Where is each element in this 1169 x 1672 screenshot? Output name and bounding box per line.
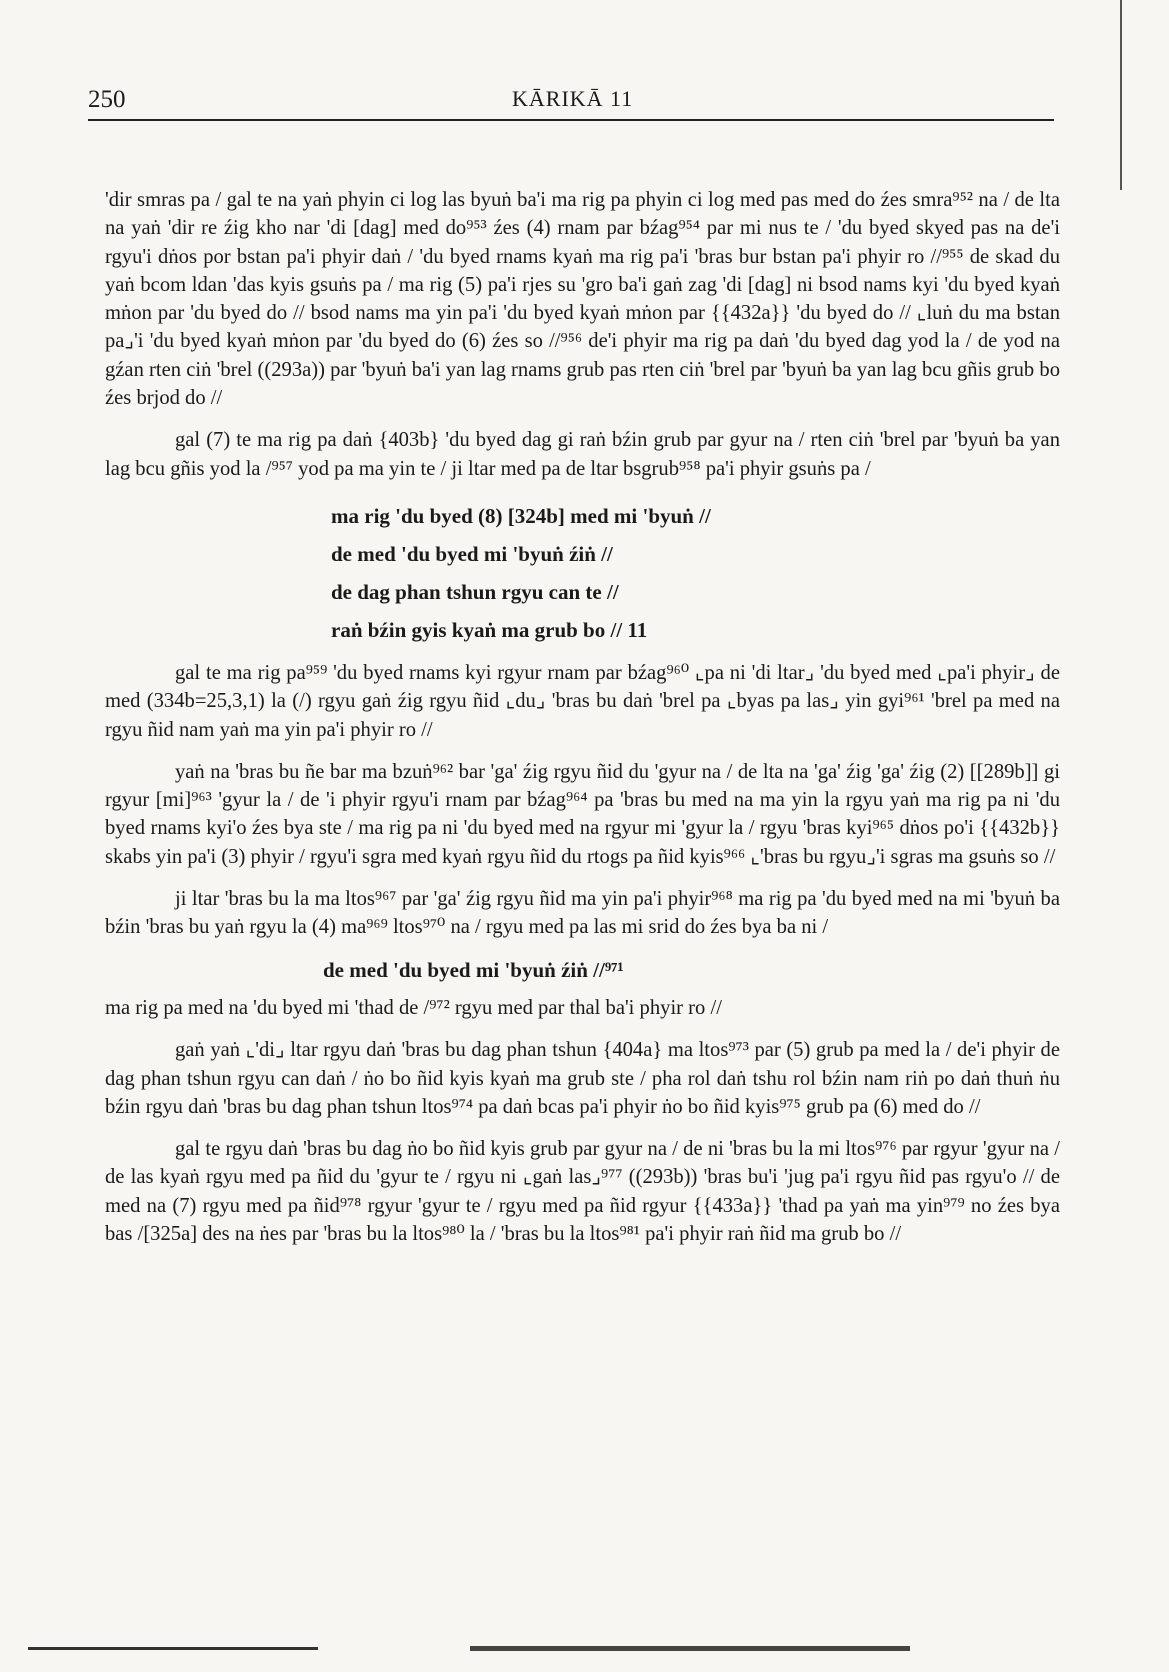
verse-line-4: raṅ bźin gyis kyaṅ ma grub bo // 11 — [331, 617, 648, 642]
paragraph-3: gal te ma rig pa⁹⁵⁹ 'du byed rnams kyi rgyur rnam par bźag⁹⁶⁰ ⌞pa ni 'di ltar⌟ 'du byed med ⌞pa'i phyir⌟ de med (334b=25,3,1) la (/) rgyu gaṅ źig rgyu ñid ⌞du⌟ 'bras bu daṅ 'brel pa ⌞byas pa las⌟ yin gyi⁹⁶¹ 'brel pa med na rgyu ñid nam yaṅ ma yin pa'i phyir ro // — [105, 661, 1060, 741]
verse-line-2: de med 'du byed mi 'byuṅ źiṅ // — [331, 541, 613, 566]
verse-line-1: ma rig 'du byed (8) [324b] med mi 'byuṅ // — [331, 503, 711, 528]
paragraph-6: ma rig pa med na 'du byed mi 'thad de /⁹⁷² rgyu med par thal ba'i phyir ro // — [105, 996, 722, 1019]
footer-rule-mid — [470, 1646, 910, 1651]
header-rule — [88, 119, 1054, 121]
verse-karika-11 — [105, 497, 1060, 649]
paragraph-2: gal (7) te ma rig pa daṅ {403b} 'du byed dag gi raṅ bźin grub par gyur na / rten ciṅ 'brel par 'byuṅ ba yan lag bcu gñis yod la /⁹⁵⁷ yod pa ma yin te / ji ltar med pa de ltar bsgrub⁹⁵⁸ pa'i phyir gsuṅs pa / — [105, 429, 1060, 480]
verse-quote: de med 'du byed mi 'byuṅ źiṅ //⁹⁷¹ — [323, 957, 624, 982]
page-number: 250 — [88, 86, 126, 113]
paragraph-1: 'dir smras pa / gal te na yaṅ phyin ci log las byuṅ ba'i ma rig pa phyin ci log med pas med do źes smra⁹⁵² na / de lta na yaṅ 'dir re źig kho nar 'di [dag] med do⁹⁵³ źes (4) rnam par bźag⁹⁵⁴ par mi nus te / 'du byed skyed pas na de'i rgyu'i dṅos por bstan pa'i phyir daṅ / 'du byed rnams kyaṅ ma rig pa'i 'bras bur bstan pa'i phyir ro //⁹⁵⁵ de skad du yaṅ bcom ldan 'das kyis gsuṅs pa / ma rig (5) pa'i rjes su 'gro ba'i gaṅ zag 'di [dag] ni bsod nams kyi 'du byed kyaṅ mṅon par 'du byed do // bsod nams ma yin pa'i 'du byed kyaṅ mṅon par {{432a}} 'du byed do // ⌞luṅ du ma bstan pa⌟'i 'du byed kyaṅ mṅon par 'du byed do (6) źes so //⁹⁵⁶ de'i phyir ma rig pa daṅ 'du byed dag yod la / de yod na gźan rten ciṅ 'brel ((293a)) par 'byuṅ ba'i yan lag rnams grub pas rten ciṅ 'brel par 'byuṅ ba yan lag bcu gñis grub bo źes brjod do // — [105, 189, 1060, 410]
footer-rule-left — [28, 1647, 318, 1650]
running-head: KĀRIKĀ 11 — [512, 86, 634, 111]
verse-line-3: de dag phan tshun rgyu can te // — [331, 579, 619, 604]
paragraph-8: gal te rgyu daṅ 'bras bu dag ṅo bo ñid kyis grub par gyur na / de ni 'bras bu la mi ltos⁹⁷⁶ par rgyur 'gyur na / de las kyaṅ rgyu med pa ñid du 'gyur te / rgyu ni ⌞gaṅ las⌟⁹⁷⁷ ((293b)) 'bras bu'i 'jug pa'i rgyu ñid pas rgyu'o // de med na (7) rgyu med pa ñid⁹⁷⁸ rgyur 'gyur te / rgyu med pa ñid rgyur {{433a}} 'thad pa yaṅ ma yin⁹⁷⁹ no źes bya bas /[325a] des na ṅes par 'bras bu la ltos⁹⁸⁰ la / 'bras bu la ltos⁹⁸¹ pa'i phyir raṅ ñid ma grub bo // — [105, 1138, 1060, 1246]
paragraph-4: yaṅ na 'bras bu ñe bar ma bzuṅ⁹⁶² bar 'ga' źig rgyu ñid du 'gyur na / de lta na 'ga' źig 'ga' źig (2) [[289b]] gi rgyur [mi]⁹⁶³ 'gyur la / de 'i phyir rgyu'i rnam par bźag⁹⁶⁴ pa 'bras bu med na ma yin la rgyu yaṅ ma rig pa ni 'du byed rnams kyi'o źes bya ste / ma rig pa ni 'du byed med na rgyur mi 'gyur la / rgyu 'bras kyi⁹⁶⁵ dṅos po'i {{432b}} skabs yin pa'i (3) phyir / rgyu'i sgra med kyaṅ rgyu ñid du rtogs pa ñid kyis⁹⁶⁶ ⌞'bras bu rgyu⌟'i sgras ma gsuṅs so // — [105, 760, 1060, 868]
paragraph-5: ji ltar 'bras bu la ma ltos⁹⁶⁷ par 'ga' źig rgyu ñid ma yin pa'i phyir⁹⁶⁸ ma rig pa 'du byed med na mi 'byuṅ ba bźin 'bras bu yaṅ rgyu la (4) ma⁹⁶⁹ ltos⁹⁷⁰ na / rgyu med pa las mi srid do źes bya ba ni / — [105, 888, 1060, 939]
paragraph-7: gaṅ yaṅ ⌞'di⌟ ltar rgyu daṅ 'bras bu dag phan tshun {404a} ma ltos⁹⁷³ par (5) grub pa med la / de'i phyir de dag phan tshun rgyu can daṅ / ṅo bo ñid kyis kyaṅ ma grub ste / pha rol daṅ tshu rol bźin nam riṅ po daṅ thuṅ ṅu bźin rgyu daṅ 'bras bu dag phan tshun ltos⁹⁷⁴ pa daṅ bcas pa'i phyir ṅo bo ñid kyis⁹⁷⁵ grub pa (6) med do // — [105, 1039, 1060, 1118]
main-text — [105, 186, 1060, 1262]
edge-line — [1120, 0, 1122, 190]
